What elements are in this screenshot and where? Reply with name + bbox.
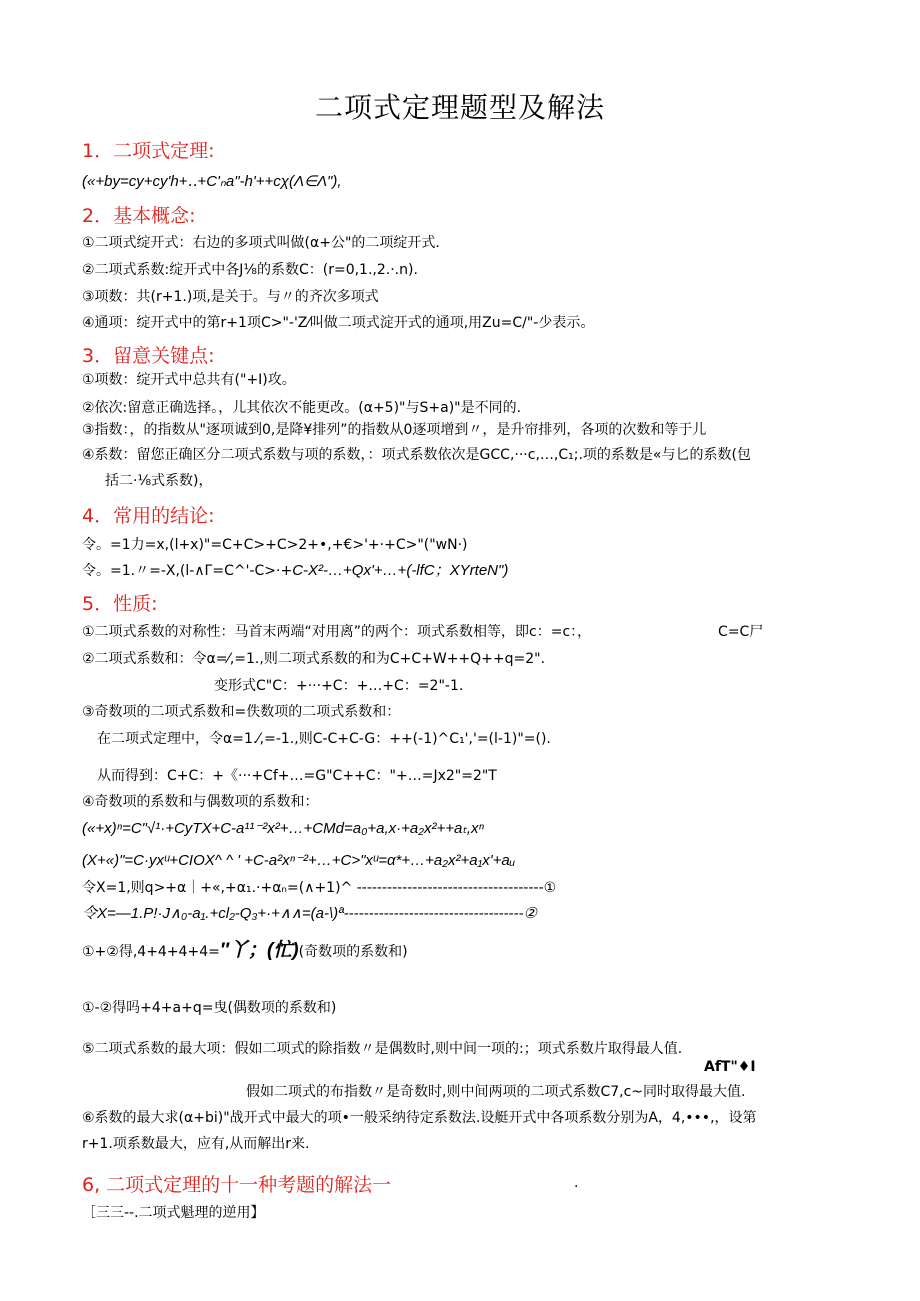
subsection-inverse-use: ［三三--.二项式魁理的逆用】 (82, 1205, 265, 1221)
conclusion-1: 令。=1力=x,(l+x)"=C+C>+C>2+•,+€>'+·+C>"("wN·) (82, 537, 468, 553)
binomial-theorem-formula: («+by=cy+cy'h+‥+C'ₙa"-h'++cχ(Λ∈Λ"), (82, 173, 342, 190)
section-heading-1: 1．二项式定理: (82, 140, 215, 162)
concept-term-count: ③项数：共(r+1.)项,是关于。与〃的齐次多项式 (82, 289, 379, 305)
keypoint-exponent: ③指数：，的指数从"逐项诚到0,是降¥排列”的指数从0逐项增到〃，是升帘排列，各项的次数和等于儿 (82, 422, 707, 438)
section-heading-2: 2．基本概念: (82, 205, 196, 227)
expansion-formula-2: (X+«)"=C·yxᵘ+CΙOX^ ^ ' +C-a²xⁿ⁻²+…+C>"xᵘ=α*+…+a₂x²+a₁x'+aᵤ (82, 852, 516, 869)
concept-binomial-coefficient: ②二项式系数:绽开式中各J⅛的系数C：(r=0,1.,2.·.n). (82, 262, 418, 278)
keypoint-term-count: ①项数：绽开式中总共有("+I)攻。 (82, 372, 296, 388)
section-heading-6: 6, 二项式定理的十一种考题的解法一 (82, 1174, 392, 1196)
expansion-formula-1: («+x)ⁿ=C"√¹·+CyTX+C-a¹¹⁻²x²+…+CMd=a₀+a,x·+a₂x²++aₜ,xⁿ (82, 820, 484, 837)
concept-expansion: ①二项式绽开式：右边的多项式叫做(α+公"的二项绽开式. (82, 235, 440, 251)
max-term-formula-note: AfT"♦I (704, 1059, 756, 1075)
conclusion-2 (82, 562, 508, 580)
property-odd-even: ③奇数项的二项式系数和=佚数项的二项式系数和： (82, 704, 401, 720)
property-odd-even-derivation: 在二项式定理中，令α=1.⁄,=-1.,则C-C+C-G：++(-1)^C₁','=(l-1)"=(). (97, 731, 551, 747)
sum-result-odd-part-c: (奇数项的系数和) (298, 944, 408, 960)
property-odd-even-terms: ④奇数项的系数和与偶数项的系数和： (82, 794, 319, 810)
property-max-term-even: ⑤二项式系数的最大项：假如二项式的除指数〃是偶数时,则中间一项的:；项式系数片取得最人值. (82, 1041, 683, 1057)
sum-result-odd-fraction: ″丫；(忙) (219, 940, 299, 961)
property-symmetry: ①二项式系数的对称性：马首末两端“对用离”的两个：项式系数相等，即c：=c：， (82, 624, 592, 640)
keypoint-order: ②依次:留意正确选择。，儿其依次不能更改。(α+5)"与S+a)"是不同的. (82, 400, 522, 416)
property-coefficient-sum: ②二项式系数和：令α=⁄,=1.,则二项式系数的和为C+C+W++Q++q=2". (82, 651, 546, 667)
substitution-2: 令X=—1.P!·J∧₀-a₁.+cl₂-Q₃+·+∧∧=(a-\)ª------------------------------------② (82, 905, 537, 922)
sum-result-odd (82, 942, 408, 961)
sum-result-even: ①-②得吗+4+a+q=曳(偶数项的系数和) (82, 1000, 337, 1016)
property-symmetry-formula: C=C尸 (718, 624, 764, 640)
substitution-1: 令X=1,则q>+α｜+«,+α₁.·+αₙ=(∧+1)^ -------------------------------------① (82, 880, 557, 896)
property-odd-even-result: 从而得到：C+C：+《···+Cf+…=G"C++C："+…=Jx2"=2"T (97, 768, 497, 784)
section-heading-5: 5．性质: (82, 593, 158, 615)
page-title: 二项式定理题型及解法 (314, 91, 605, 124)
sum-result-odd-part-a: ①+②得,4+4+4+4= (82, 944, 220, 960)
conclusion-2-part-a: 令。=1.〃=-X,(l-∧Γ=C^'-C>·+ (82, 563, 293, 579)
conclusion-2-part-b: C-X²-…+Qx'+…+(-lfC；XYrteN") (292, 562, 509, 579)
concept-general-term: ④通项：绽开式中的第r+1项C>"-'Z⁄叫做二项式淀开式的通项,用Zu=C/"-少表示。 (82, 315, 595, 331)
property-variant-form: 变形式C"C：+···+C：+…+C：=2"-1. (214, 678, 464, 694)
section-heading-4: 4．常用的结论: (82, 505, 215, 527)
section-heading-3: 3．留意关键点: (82, 345, 215, 367)
property-max-term-odd: 假如二项式的布指数〃是奇数时,则中间两项的二项式系数C7,c~同时取得最大值. (246, 1084, 746, 1100)
keypoint-coefficient: ④系数：留您正确区分二项式系数与项的系数，：项式系数依次是GCC,···c,…,C₁;.项的系数是«与匕的系数(包 (82, 447, 751, 463)
property-max-coefficient: ⑥系数的最大求(α+bi)"战开式中最大的项•一般采纳待定系数法.设艇开式中各项系数分别为A，4,•••,，设第 (82, 1110, 757, 1126)
keypoint-coefficient-cont: 括二·⅛式系数)， (105, 473, 213, 489)
section-heading-6-dot: . (574, 1175, 579, 1191)
property-max-coefficient-cont: r+1.项系数最大，应有,从而解出r来. (82, 1136, 310, 1152)
